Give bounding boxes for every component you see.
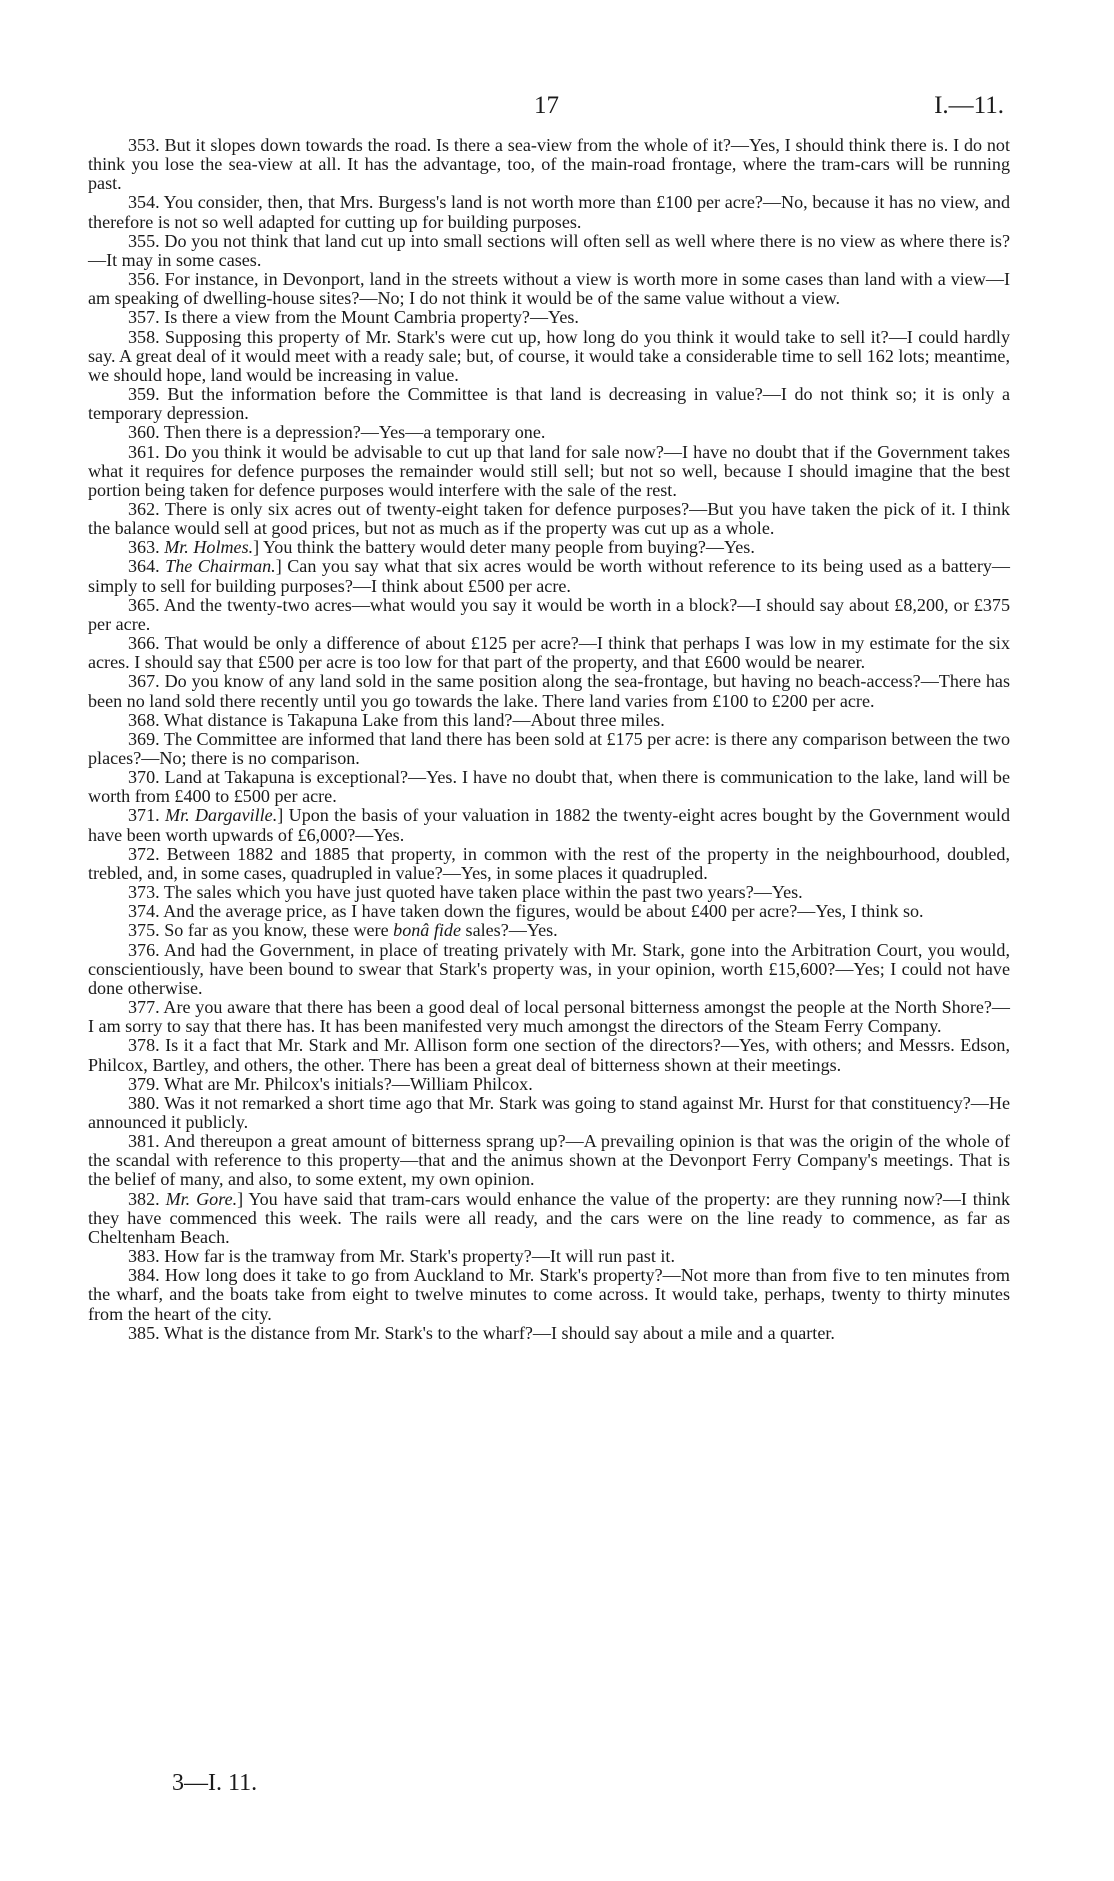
qa-paragraph: 361. Do you think it would be advisable to cut up that land for sale now?—I have no doubt that if the Government takes what it requires for defence purposes the remainder would still sell; but not so well, because I should imagine that the best portion being taken for defence purposes would interfere with the sale of the rest. <box>88 441 1010 500</box>
qa-paragraph: 377. Are you aware that there has been a good deal of local personal bitterness amongst the people at the North Shore?—I am sorry to say that there has. It has been manifested very much amongst the directors of the Steam Ferry Company. <box>88 997 1010 1037</box>
italic-phrase: Mr. Holmes. <box>164 537 254 558</box>
qa-paragraph: 375. So far as you know, these were bonâ fide sales?—Yes. <box>128 920 558 941</box>
qa-paragraph: 356. For instance, in Devonport, land in the streets without a view is worth more in some cases than land with a view—I am speaking of dwelling-house sites?—No; I do not think it would be of the same value without a view. <box>88 269 1010 309</box>
qa-paragraph: 353. But it slopes down towards the road. Is there a sea-view from the whole of it?—Yes, I should think there is. I do not think you lose the sea-view at all. It has the advantage, too, of the main-road frontage, where the tram-cars will be running past. <box>88 135 1010 194</box>
qa-paragraph: 364. The Chairman.] Can you say what that six acres would be worth without reference to its being used as a battery—simply to sell for building purposes?—I think about £500 per acre. <box>88 556 1010 596</box>
italic-phrase: The Chairman. <box>165 556 276 577</box>
qa-paragraph: 380. Was it not remarked a short time ago that Mr. Stark was going to stand against Mr. Hurst for that constituency?—He announced it publicly. <box>88 1092 1010 1132</box>
qa-paragraph: 370. Land at Takapuna is exceptional?—Yes. I have no doubt that, when there is communication to the lake, land will be worth from £400 to £500 per acre. <box>88 767 1010 807</box>
qa-paragraph: 366. That would be only a difference of about £125 per acre?—I think that perhaps I was low in my estimate for the six acres. I should say that £500 per acre is too low for that part of the property, and that £600 would be nearer. <box>88 633 1010 673</box>
printer-signature: 3—I. 11. <box>172 1770 258 1796</box>
qa-paragraph: 376. And had the Government, in place of treating privately with Mr. Stark, gone into the Arbitration Court, you would, conscientiously, have been bound to swear that Stark's property was, in your opinion, worth £15,600?—Yes; I could not have done otherwise. <box>88 939 1010 998</box>
qa-paragraph: 371. Mr. Dargaville.] Upon the basis of your valuation in 1882 the twenty-eight acres bought by the Government would have been worth upwards of £6,000?—Yes. <box>88 805 1010 845</box>
qa-paragraph: 384. How long does it take to go from Auckland to Mr. Stark's property?—Not more than from five to ten minutes from the wharf, and the boats take from eight to twelve minutes to come across. It would take, perhaps, twenty to thirty minutes from the heart of the city. <box>88 1265 1010 1324</box>
qa-paragraph: 368. What distance is Takapuna Lake from this land?—About three miles. <box>128 709 665 730</box>
qa-paragraph: 357. Is there a view from the Mount Cambria property?—Yes. <box>128 307 579 328</box>
qa-paragraph: 382. Mr. Gore.] You have said that tram-cars would enhance the value of the property: are they running now?—I think they have commenced this week. The rails were all ready, and the cars were on the line ready to commence, as far as Cheltenham Beach. <box>88 1188 1010 1247</box>
qa-paragraph: 385. What is the distance from Mr. Stark's to the wharf?—I should say about a mile and a quarter. <box>128 1322 835 1343</box>
italic-phrase: Mr. Gore. <box>165 1188 238 1209</box>
qa-paragraph: 383. How far is the tramway from Mr. Stark's property?—It will run past it. <box>128 1246 675 1267</box>
page-number: 17 <box>534 92 559 119</box>
qa-paragraph: 363. Mr. Holmes.] You think the battery would deter many people from buying?—Yes. <box>128 537 755 558</box>
qa-paragraph: 354. You consider, then, that Mrs. Burgess's land is not worth more than £100 per acre?—No, because it has no view, and therefore is not so well adapted for cutting up for building purposes. <box>88 192 1010 232</box>
document-reference: I.—11. <box>934 92 1004 119</box>
qa-paragraph: 378. Is it a fact that Mr. Stark and Mr. Allison form one section of the directors?—Yes, with others; and Messrs. Edson, Philcox, Bartley, and others, the other. There has been a great deal of bitterness shown at their meetings. <box>88 1035 1010 1075</box>
qa-paragraph: 362. There is only six acres out of twenty-eight taken for defence purposes?—But you have taken the pick of it. I think the balance would sell at good prices, but not as much as if the property was cut up as a whole. <box>88 498 1010 539</box>
italic-phrase: Mr. Dargaville. <box>165 805 278 826</box>
evidence-text <box>88 136 1010 1343</box>
qa-paragraph: 373. The sales which you have just quoted have taken place within the past two years?—Yes. <box>128 882 803 903</box>
qa-paragraph: 355. Do you not think that land cut up into small sections will often sell as well where there is no view as where there is?—It may in some cases. <box>88 230 1010 270</box>
qa-paragraph: 360. Then there is a depression?—Yes—a temporary one. <box>128 422 546 443</box>
qa-paragraph: 365. And the twenty-two acres—what would you say it would be worth in a block?—I should say about £8,200, or £375 per acre. <box>88 594 1010 634</box>
qa-paragraph: 379. What are Mr. Philcox's initials?—William Philcox. <box>128 1073 533 1094</box>
qa-paragraph: 374. And the average price, as I have taken down the figures, would be about £400 per acre?—Yes, I think so. <box>128 901 924 922</box>
qa-paragraph: 381. And thereupon a great amount of bitterness sprang up?—A prevailing opinion is that was the origin of the whole of the scandal with reference to this property—that and the animus shown at the Devonport Ferry Company's meetings. That is the belief of many, and also, to some extent, my own opinion. <box>88 1131 1010 1190</box>
qa-paragraph: 367. Do you know of any land sold in the same position along the sea-frontage, but having no beach-access?—There has been no land sold there recently until you go towards the lake. There land varies from £100 to £200 per acre. <box>88 671 1010 711</box>
italic-phrase: bonâ fide <box>393 920 461 941</box>
qa-paragraph: 372. Between 1882 and 1885 that property, in common with the rest of the property in the neighbourhood, doubled, trebled, and, in some cases, quadrupled in value?—Yes, in some places it quadrupled. <box>88 843 1010 883</box>
qa-paragraph: 358. Supposing this property of Mr. Stark's were cut up, how long do you think it would take to sell it?—I could hardly say. A great deal of it would meet with a ready sale; but, of course, it would take a considerable time to sell 162 lots; meantime, we should hope, land would be increasing in value. <box>88 326 1010 385</box>
qa-paragraph: 359. But the information before the Committee is that land is decreasing in value?—I do not think so; it is only a temporary depression. <box>88 384 1010 424</box>
qa-paragraph: 369. The Committee are informed that land there has been sold at £175 per acre: is there any comparison between the two places?—No; there is no comparison. <box>88 728 1010 768</box>
